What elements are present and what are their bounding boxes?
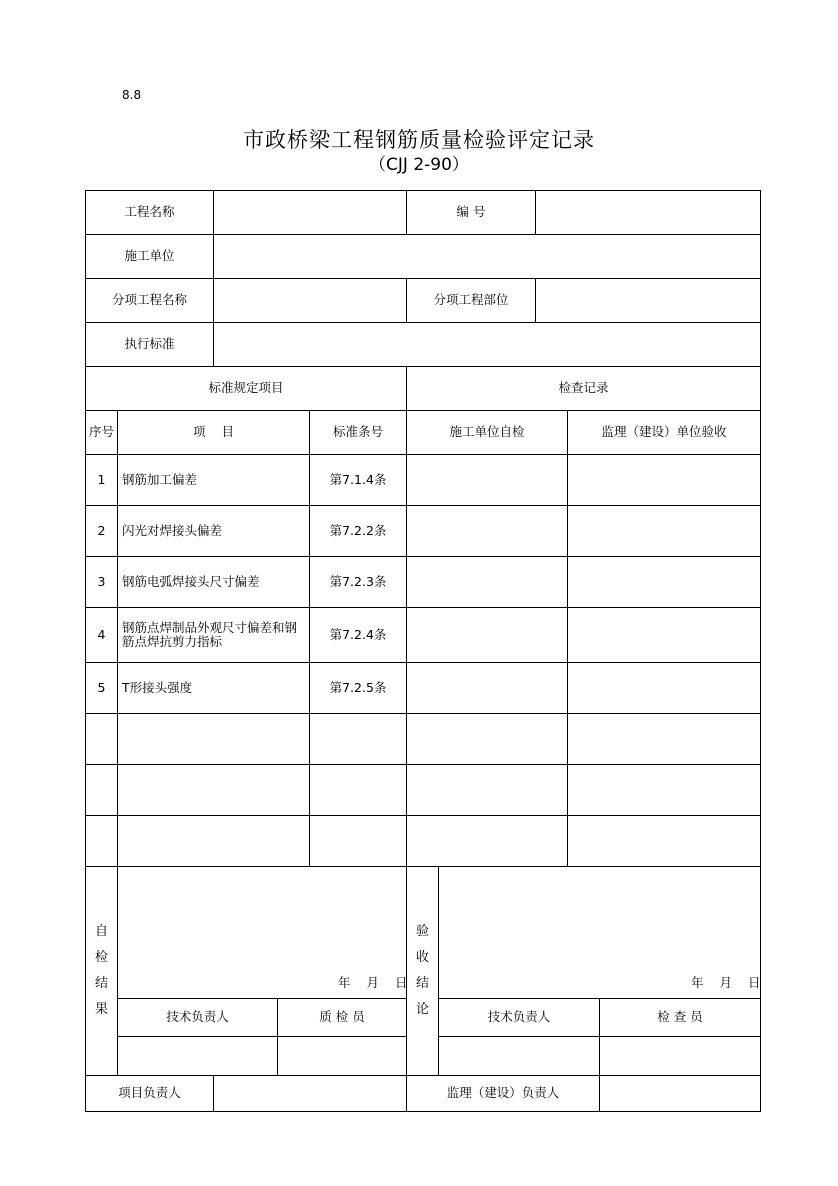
label-char: 果 bbox=[94, 1002, 108, 1017]
empty-row-self-check[interactable] bbox=[406, 713, 568, 765]
empty-row-self-check[interactable] bbox=[406, 764, 568, 816]
date-month: 月 bbox=[366, 975, 380, 990]
self-check-result-label bbox=[85, 866, 118, 1076]
col-self-check-header: 施工单位自检 bbox=[406, 410, 568, 455]
label-char: 收 bbox=[415, 950, 429, 965]
empty-row-clause[interactable] bbox=[309, 713, 407, 765]
section-number: 8.8 bbox=[122, 88, 142, 102]
empty-row-supervision[interactable] bbox=[567, 764, 761, 816]
row-seq: 3 bbox=[85, 556, 118, 608]
standard-items-header: 标准规定项目 bbox=[85, 366, 407, 411]
serial-no-label: 编 号 bbox=[406, 190, 536, 235]
row-supervision[interactable] bbox=[567, 607, 761, 663]
row-self-check[interactable] bbox=[406, 454, 568, 506]
empty-row-seq[interactable] bbox=[85, 713, 118, 765]
sub-project-location-label: 分项工程部位 bbox=[406, 278, 536, 323]
standard-value[interactable] bbox=[213, 322, 761, 367]
row-clause: 第7.1.4条 bbox=[309, 454, 407, 506]
sub-project-name-label: 分项工程名称 bbox=[85, 278, 214, 323]
label-char: 论 bbox=[415, 1002, 429, 1017]
supervision-manager-signature[interactable] bbox=[599, 1075, 761, 1112]
empty-row-clause[interactable] bbox=[309, 764, 407, 816]
row-self-check[interactable] bbox=[406, 505, 568, 557]
self-check-tech-lead-label: 技术负责人 bbox=[117, 998, 278, 1037]
acceptance-conclusion-label bbox=[406, 866, 439, 1076]
label-char: 结 bbox=[415, 976, 429, 991]
col-supervision-header: 监理（建设）单位验收 bbox=[567, 410, 761, 455]
form-title: 市政桥梁工程钢筋质量检验评定记录 bbox=[243, 128, 595, 152]
date-year: 年 bbox=[691, 975, 704, 990]
empty-row-supervision[interactable] bbox=[567, 815, 761, 867]
label-char: 检 bbox=[94, 950, 108, 965]
row-supervision[interactable] bbox=[567, 662, 761, 714]
inspection-record-header: 检查记录 bbox=[406, 366, 761, 411]
date-year: 年 bbox=[338, 975, 351, 990]
row-supervision[interactable] bbox=[567, 556, 761, 608]
empty-row-item[interactable] bbox=[117, 815, 310, 867]
row-seq: 2 bbox=[85, 505, 118, 557]
empty-row-self-check[interactable] bbox=[406, 815, 568, 867]
self-check-qc-inspector-label: 质 检 员 bbox=[277, 998, 407, 1037]
date-day: 日 bbox=[748, 975, 761, 990]
row-item: 钢筋电弧焊接头尺寸偏差 bbox=[117, 556, 310, 608]
standard-label: 执行标准 bbox=[85, 322, 214, 367]
acceptance-inspector-signature[interactable] bbox=[599, 1036, 761, 1076]
empty-row-item[interactable] bbox=[117, 713, 310, 765]
row-clause: 第7.2.5条 bbox=[309, 662, 407, 714]
row-self-check[interactable] bbox=[406, 662, 568, 714]
row-item: 钢筋点焊制品外观尺寸偏差和钢筋点焊抗剪力指标 bbox=[117, 607, 310, 663]
row-clause: 第7.2.3条 bbox=[309, 556, 407, 608]
sub-project-location-value[interactable] bbox=[535, 278, 761, 323]
self-check-qc-inspector-signature[interactable] bbox=[277, 1036, 407, 1076]
row-clause: 第7.2.2条 bbox=[309, 505, 407, 557]
col-item-header: 项 目 bbox=[117, 410, 310, 455]
row-seq: 1 bbox=[85, 454, 118, 506]
row-self-check[interactable] bbox=[406, 556, 568, 608]
form-subtitle: （CJJ 2-90） bbox=[369, 155, 469, 175]
empty-row-seq[interactable] bbox=[85, 764, 118, 816]
project-name-label: 工程名称 bbox=[85, 190, 214, 235]
sub-project-name-value[interactable] bbox=[213, 278, 407, 323]
self-check-tech-lead-signature[interactable] bbox=[117, 1036, 278, 1076]
row-seq: 4 bbox=[85, 607, 118, 663]
serial-no-value[interactable] bbox=[535, 190, 761, 235]
project-name-value[interactable] bbox=[213, 190, 407, 235]
date-day: 日 bbox=[395, 975, 408, 990]
supervision-manager-label: 监理（建设）负责人 bbox=[406, 1075, 600, 1112]
construction-unit-label: 施工单位 bbox=[85, 234, 214, 279]
construction-unit-value[interactable] bbox=[213, 234, 761, 279]
row-supervision[interactable] bbox=[567, 505, 761, 557]
acceptance-tech-lead-signature[interactable] bbox=[438, 1036, 600, 1076]
empty-row-clause[interactable] bbox=[309, 815, 407, 867]
row-supervision[interactable] bbox=[567, 454, 761, 506]
col-seq-header: 序号 bbox=[85, 410, 118, 455]
row-seq: 5 bbox=[85, 662, 118, 714]
label-char: 验 bbox=[415, 924, 429, 939]
empty-row-supervision[interactable] bbox=[567, 713, 761, 765]
project-manager-signature[interactable] bbox=[213, 1075, 407, 1112]
self-check-date bbox=[338, 973, 408, 991]
acceptance-inspector-label: 检 查 员 bbox=[599, 998, 761, 1037]
row-item: 闪光对焊接头偏差 bbox=[117, 505, 310, 557]
row-clause: 第7.2.4条 bbox=[309, 607, 407, 663]
acceptance-date bbox=[691, 973, 761, 991]
col-clause-header: 标准条号 bbox=[309, 410, 407, 455]
label-char: 结 bbox=[94, 976, 108, 991]
empty-row-seq[interactable] bbox=[85, 815, 118, 867]
empty-row-item[interactable] bbox=[117, 764, 310, 816]
row-item: T形接头强度 bbox=[117, 662, 310, 714]
row-item: 钢筋加工偏差 bbox=[117, 454, 310, 506]
acceptance-tech-lead-label: 技术负责人 bbox=[438, 998, 600, 1037]
row-self-check[interactable] bbox=[406, 607, 568, 663]
date-month: 月 bbox=[719, 975, 733, 990]
project-manager-label: 项目负责人 bbox=[85, 1075, 214, 1112]
label-char: 自 bbox=[94, 924, 108, 939]
